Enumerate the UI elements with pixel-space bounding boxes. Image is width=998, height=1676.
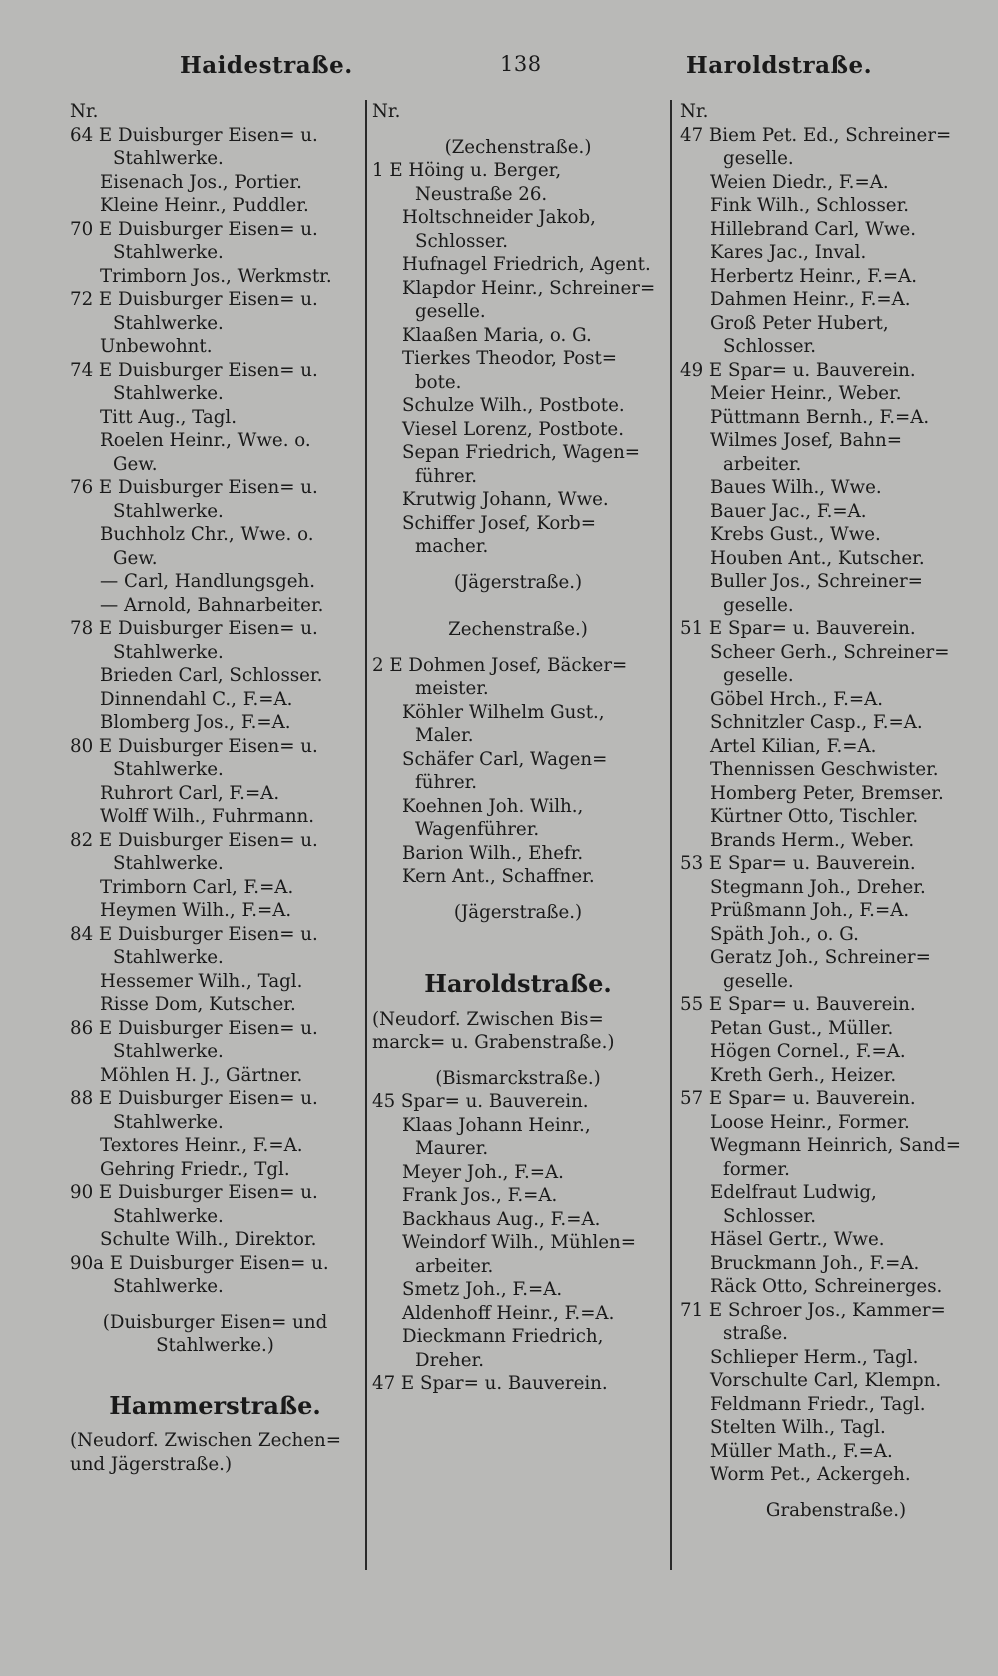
entry-continuation: Stahlwerke.: [113, 947, 224, 968]
entry-line: Koehnen Joh. Wilh.,: [402, 795, 584, 817]
entry-line: Wilmes Josef, Bahn=: [710, 430, 902, 451]
entry-line: Weien Diedr., F.=A.: [710, 171, 889, 193]
entry-line: 70 E Duisburger Eisen= u.: [70, 218, 318, 240]
entry-line: Nr.: [680, 101, 709, 122]
entry-line: Kreth Gerh., Heizer.: [710, 1064, 897, 1086]
entry-line: Artel Kilian, F.=A.: [710, 735, 877, 757]
spacer: [372, 889, 664, 901]
entry-continuation: geselle.: [723, 594, 794, 616]
entry-line: 72 E Duisburger Eisen= u.: [70, 289, 318, 310]
cross-street-note: Zechenstraße.): [448, 619, 588, 640]
entry-line: Edelfraut Ludwig,: [710, 1182, 877, 1203]
entry-line: Meyer Joh., F.=A.: [402, 1161, 564, 1183]
entry-line: Krutwig Johann, Wwe.: [402, 489, 609, 510]
cross-street-note: (Zechenstraße.): [444, 136, 592, 158]
entry-line: Schäfer Carl, Wagen=: [402, 748, 608, 770]
entry-line: Aldenhoff Heinr., F.=A.: [402, 1302, 615, 1324]
cross-street-note: (Jägerstraße.): [453, 571, 583, 593]
entry-line: Trimborn Jos., Werkmstr.: [100, 265, 332, 287]
entry-line: Sepan Friedrich, Wagen=: [402, 442, 641, 463]
entry-continuation: Gew.: [113, 453, 158, 475]
column-rule: [670, 100, 672, 1570]
entry-line: 80 E Duisburger Eisen= u.: [70, 735, 318, 757]
entry-line: 90 E Duisburger Eisen= u.: [70, 1182, 318, 1203]
entry-line: Nr.: [372, 101, 401, 122]
entry-continuation: führer.: [415, 772, 478, 793]
entry-line: 82 E Duisburger Eisen= u.: [70, 829, 318, 851]
entry-continuation: geselle.: [723, 970, 794, 992]
entry-line: Stegmann Joh., Dreher.: [710, 876, 926, 898]
entry-continuation: arbeiter.: [723, 453, 802, 475]
entry-line: 47 Biem Pet. Ed., Schreiner=: [680, 124, 952, 146]
entry-line: Göbel Hrch., F.=A.: [710, 688, 884, 710]
entry-line: Holtschneider Jakob,: [402, 207, 596, 228]
entry-line: Herbertz Heinr., F.=A.: [710, 265, 918, 287]
entry-continuation: Neustraße 26.: [415, 183, 548, 205]
entry-continuation: meister.: [415, 678, 489, 699]
entry-line: Schnitzler Casp., F.=A.: [710, 712, 923, 733]
entry-line: Scheer Gerh., Schreiner=: [710, 641, 950, 663]
entry-line: Gehring Friedr., Tgl.: [100, 1158, 290, 1180]
entry-continuation: Stahlwerke.: [113, 242, 224, 263]
entry-line: Müller Math., F.=A.: [710, 1440, 893, 1462]
entry-continuation: geselle.: [723, 148, 794, 169]
entry-continuation: Schlosser.: [415, 230, 509, 252]
entry-line: (Neudorf. Zwischen Bis=: [372, 1008, 604, 1030]
entry-line: Brieden Carl, Schlosser.: [100, 665, 323, 686]
spacer: [372, 924, 664, 936]
entry-line: Buller Jos., Schreiner=: [710, 571, 923, 592]
entry-line: Räck Otto, Schreinerges.: [710, 1276, 943, 1297]
entry-line: 51 E Spar= u. Bauverein.: [680, 618, 916, 639]
cross-street-note: Grabenstraße.): [765, 1499, 907, 1521]
entry-line: Textores Heinr., F.=A.: [100, 1135, 303, 1156]
cross-street-note: (Duisburger Eisen= und: [102, 1311, 328, 1333]
column-left: [70, 100, 360, 1476]
entry-continuation: bote.: [415, 371, 462, 393]
entry-line: Vorschulte Carl, Klempn.: [710, 1370, 942, 1391]
entry-continuation: Stahlwerke.: [113, 383, 224, 404]
entry-line: Schiffer Josef, Korb=: [402, 512, 596, 534]
entry-line: 76 E Duisburger Eisen= u.: [70, 477, 318, 498]
entry-line: Weindorf Wilh., Mühlen=: [402, 1232, 636, 1253]
entry-continuation: Stahlwerke.: [113, 1276, 224, 1297]
entry-line: Trimborn Carl, F.=A.: [100, 876, 294, 898]
running-head-left: Haidestraße.: [180, 52, 353, 79]
entry-line: Klaas Johann Heinr.,: [402, 1114, 591, 1136]
spacer: [372, 606, 664, 618]
entry-line: Bauer Jac., F.=A.: [710, 500, 867, 522]
cross-street-note: Stahlwerke.): [156, 1335, 274, 1356]
entry-line: Buchholz Chr., Wwe. o.: [100, 524, 314, 545]
entry-continuation: Dreher.: [415, 1349, 484, 1371]
entry-continuation: Stahlwerke.: [113, 853, 224, 874]
column-middle: [372, 100, 664, 1396]
entry-line: Eisenach Jos., Portier.: [100, 171, 302, 193]
entry-line: Hessemer Wilh., Tagl.: [100, 970, 303, 992]
spacer: [680, 1487, 992, 1499]
entry-line: 84 E Duisburger Eisen= u.: [70, 923, 318, 945]
entry-line: Späth Joh., o. G.: [710, 923, 859, 945]
entry-line: Geratz Joh., Schreiner=: [710, 947, 931, 968]
spacer: [372, 559, 664, 571]
entry-line: Titt Aug., Tagl.: [100, 406, 237, 428]
entry-line: Köhler Wilhelm Gust.,: [402, 701, 605, 723]
entry-line: Roelen Heinr., Wwe. o.: [100, 430, 311, 451]
spacer: [70, 1370, 360, 1382]
entry-line: Högen Cornel., F.=A.: [710, 1041, 906, 1062]
running-head-right: Haroldstraße.: [686, 52, 873, 79]
entry-line: Wegmann Heinrich, Sand=: [710, 1135, 961, 1156]
entry-line: Blomberg Jos., F.=A.: [100, 712, 291, 733]
entry-continuation: straße.: [723, 1323, 788, 1344]
entry-line: Backhaus Aug., F.=A.: [402, 1208, 601, 1230]
spacer: [372, 124, 664, 136]
entry-line: 74 E Duisburger Eisen= u.: [70, 359, 318, 381]
entry-continuation: Maler.: [415, 725, 474, 746]
entry-line: Dahmen Heinr., F.=A.: [710, 289, 911, 310]
cross-street-note: (Jägerstraße.): [453, 901, 583, 923]
spacer: [372, 948, 664, 960]
entry-line: Möhlen H. J., Gärtner.: [100, 1064, 303, 1086]
entry-line: Houben Ant., Kutscher.: [710, 547, 925, 569]
entry-line: Loose Heinr., Former.: [710, 1111, 910, 1133]
entry-line: Krebs Gust., Wwe.: [710, 524, 881, 545]
entry-line: Smetz Joh., F.=A.: [402, 1279, 563, 1300]
page-number: 138: [500, 52, 542, 76]
entry-line: Dieckmann Friedrich,: [402, 1326, 604, 1347]
entry-line: 88 E Duisburger Eisen= u.: [70, 1088, 318, 1109]
spacer: [70, 1299, 360, 1311]
entry-line: Risse Dom, Kutscher.: [100, 994, 296, 1015]
entry-line: Ruhrort Carl, F.=A.: [100, 782, 280, 804]
spacer: [372, 642, 664, 654]
entry-line: 49 E Spar= u. Bauverein.: [680, 359, 916, 381]
entry-line: Worm Pet., Ackergeh.: [710, 1464, 911, 1485]
entry-line: Nr.: [70, 101, 99, 122]
entry-line: Stelten Wilh., Tagl.: [710, 1417, 886, 1438]
cross-street-note: (Bismarckstraße.): [435, 1067, 601, 1089]
spacer: [372, 936, 664, 948]
entry-continuation: Stahlwerke.: [113, 500, 224, 522]
entry-continuation: Maurer.: [415, 1138, 489, 1159]
entry-line: 55 E Spar= u. Bauverein.: [680, 994, 916, 1015]
entry-line: — Arnold, Bahnarbeiter.: [100, 594, 324, 616]
entry-line: Schulze Wilh., Postbote.: [402, 395, 625, 416]
entry-continuation: Stahlwerke.: [113, 312, 224, 334]
entry-line: Meier Heinr., Weber.: [710, 383, 902, 404]
entry-continuation: Stahlwerke.: [113, 641, 224, 663]
entry-line: Bruckmann Joh., F.=A.: [710, 1252, 920, 1274]
entry-line: Schulte Wilh., Direktor.: [100, 1229, 317, 1250]
entry-line: 90a E Duisburger Eisen= u.: [70, 1252, 329, 1274]
entry-continuation: Stahlwerke.: [113, 1205, 224, 1227]
entry-line: Viesel Lorenz, Postbote.: [402, 418, 624, 440]
entry-line: Frank Jos., F.=A.: [402, 1185, 558, 1206]
entry-line: Feldmann Friedr., Tagl.: [710, 1393, 926, 1415]
column-rule: [365, 100, 367, 1570]
entry-line: Püttmann Bernh., F.=A.: [710, 406, 930, 428]
entry-line: 2 E Dohmen Josef, Bäcker=: [372, 654, 628, 676]
entry-line: und Jägerstraße.): [70, 1453, 233, 1475]
entry-line: Homberg Peter, Bremser.: [710, 782, 944, 804]
entry-line: Tierkes Theodor, Post=: [402, 348, 618, 369]
street-heading: Hammerstraße.: [109, 1390, 321, 1420]
entry-line: Klaaßen Maria, o. G.: [402, 324, 592, 346]
entry-line: Barion Wilh., Ehefr.: [402, 842, 584, 864]
entry-line: Fink Wilh., Schlosser.: [710, 195, 910, 216]
entry-line: 78 E Duisburger Eisen= u.: [70, 618, 318, 639]
entry-continuation: geselle.: [415, 301, 486, 322]
entry-continuation: Stahlwerke.: [113, 1041, 224, 1062]
entry-continuation: geselle.: [723, 665, 794, 686]
entry-continuation: former.: [723, 1158, 790, 1180]
entry-line: Kürtner Otto, Tischler.: [710, 806, 919, 827]
entry-line: Brands Herm., Weber.: [710, 829, 915, 851]
entry-continuation: Stahlwerke.: [113, 148, 224, 169]
entry-continuation: Schlosser.: [723, 1205, 817, 1227]
entry-line: Heymen Wilh., F.=A.: [100, 900, 292, 921]
entry-continuation: Schlosser.: [723, 336, 817, 357]
entry-line: 71 E Schroer Jos., Kammer=: [680, 1299, 946, 1321]
entry-line: Häsel Gertr., Wwe.: [710, 1229, 885, 1250]
entry-line: Groß Peter Hubert,: [710, 312, 889, 334]
entry-line: Prüßmann Joh., F.=A.: [710, 900, 910, 921]
entry-line: Baues Wilh., Wwe.: [710, 477, 882, 498]
entry-line: Klapdor Heinr., Schreiner=: [402, 277, 656, 299]
entry-line: (Neudorf. Zwischen Zechen=: [70, 1430, 341, 1451]
entry-line: Thennissen Geschwister.: [710, 759, 939, 780]
entry-line: Kern Ant., Schaffner.: [402, 866, 595, 887]
entry-line: 1 E Höing u. Berger,: [372, 160, 562, 181]
spacer: [70, 1358, 360, 1370]
entry-line: 64 E Duisburger Eisen= u.: [70, 124, 318, 146]
entry-line: Petan Gust., Müller.: [710, 1017, 894, 1039]
entry-continuation: Stahlwerke.: [113, 1111, 224, 1133]
entry-line: marck= u. Grabenstraße.): [372, 1032, 615, 1053]
entry-line: 86 E Duisburger Eisen= u.: [70, 1017, 318, 1039]
entry-continuation: arbeiter.: [415, 1255, 494, 1277]
street-heading: Haroldstraße.: [424, 969, 612, 998]
entry-continuation: Gew.: [113, 547, 158, 569]
entry-line: — Carl, Handlungsgeh.: [100, 571, 315, 592]
entry-line: 45 Spar= u. Bauverein.: [372, 1091, 589, 1112]
entry-continuation: Wagenführer.: [415, 819, 540, 840]
entry-continuation: Stahlwerke.: [113, 759, 224, 780]
entry-line: Hillebrand Carl, Wwe.: [710, 218, 917, 240]
spacer: [372, 1055, 664, 1067]
entry-continuation: führer.: [415, 465, 478, 487]
entry-line: Hufnagel Friedrich, Agent.: [402, 254, 651, 275]
entry-line: 47 E Spar= u. Bauverein.: [372, 1373, 608, 1394]
entry-line: Dinnendahl C., F.=A.: [100, 688, 293, 710]
column-right: [680, 100, 992, 1522]
entry-line: 57 E Spar= u. Bauverein.: [680, 1088, 916, 1109]
entry-line: Wolff Wilh., Fuhrmann.: [100, 806, 315, 827]
entry-line: Kleine Heinr., Puddler.: [100, 195, 309, 216]
entry-continuation: macher.: [415, 536, 489, 557]
entry-line: Unbewohnt.: [100, 336, 213, 357]
entry-line: 53 E Spar= u. Bauverein.: [680, 853, 916, 874]
entry-line: Kares Jac., Inval.: [710, 242, 867, 263]
entry-line: Schlieper Herm., Tagl.: [710, 1346, 919, 1368]
spacer: [372, 594, 664, 606]
